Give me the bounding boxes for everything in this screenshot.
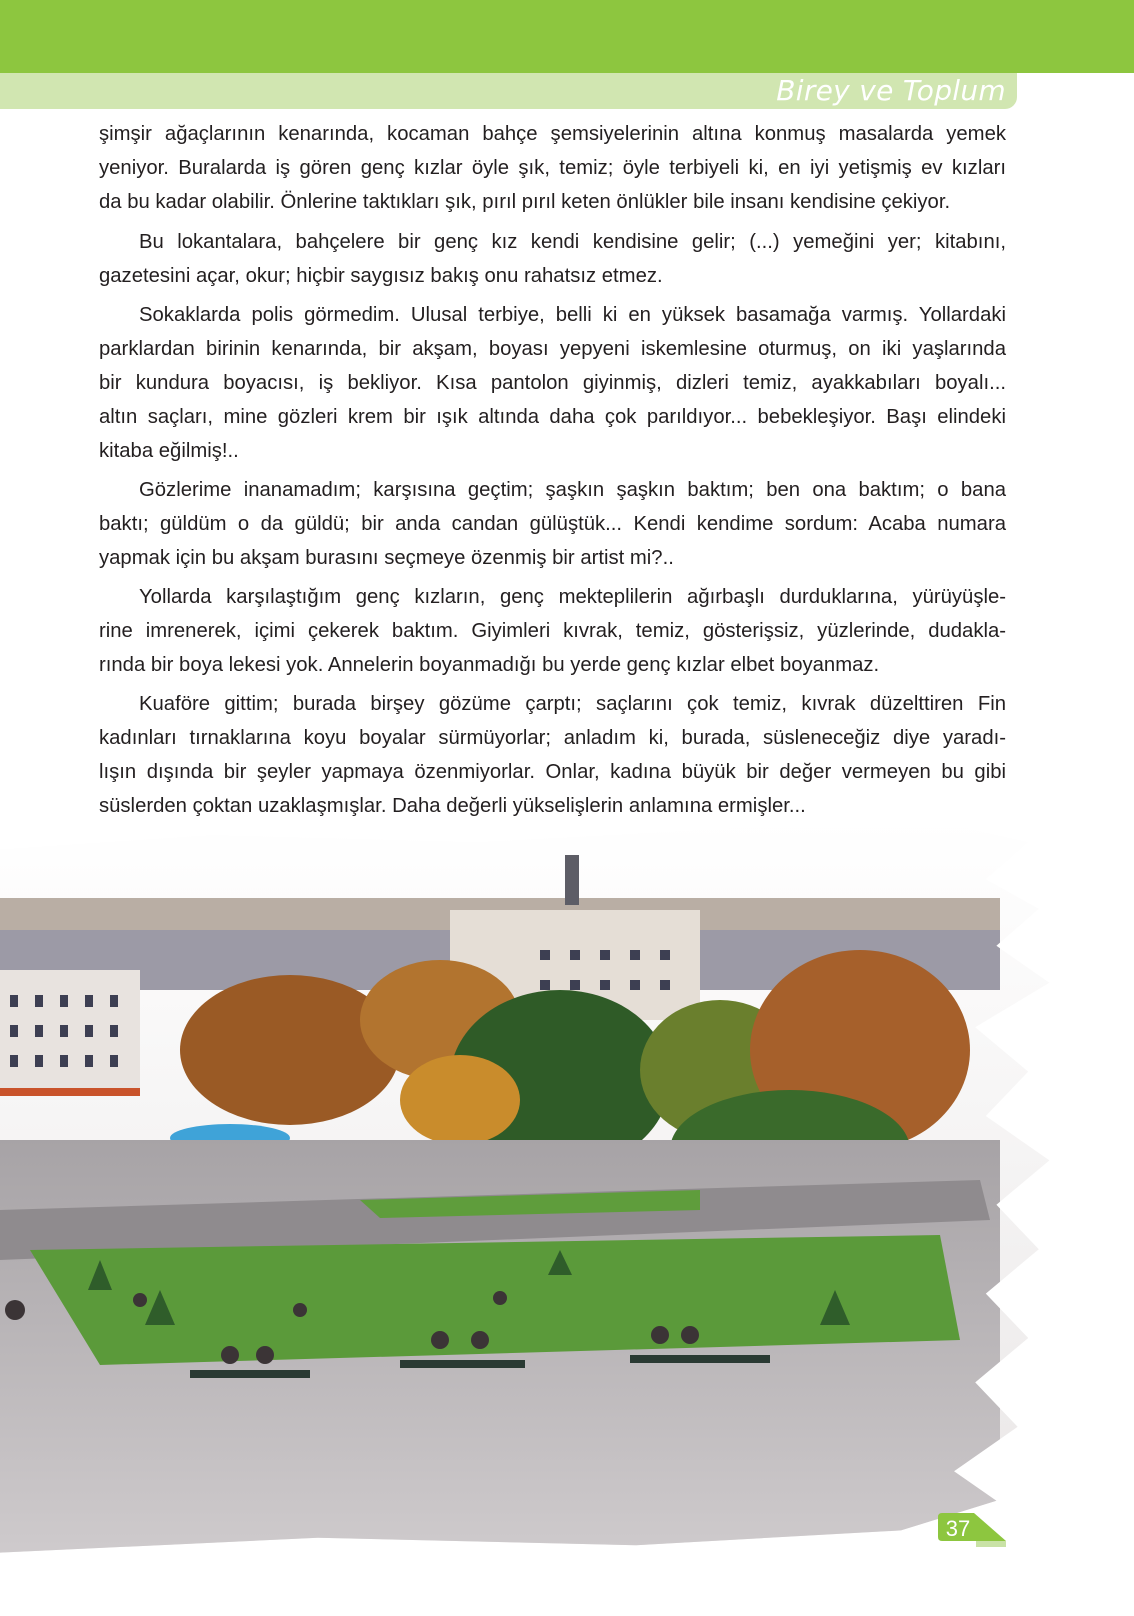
text-line: Gözlerime inanamadım; karşısına geçtim; şaşkın şaşkın baktım; ben ona baktım; o bana (139, 479, 1006, 501)
text-line: yapmak için bu akşam burasını seçmeye özenmiş bir artist mi?.. (99, 547, 674, 569)
text-line: gazetesini açar, okur; hiçbir saygısız bakış onu rahatsız etmez. (99, 265, 663, 287)
text-line: baktı; güldüm o da güldü; bir anda candan gülüştük... Kendi kendime sordum: Acaba numara (99, 513, 1006, 535)
text-line: kitaba eğilmiş!.. (99, 440, 239, 462)
text-line: parklardan birinin kenarında, bir akşam, boyası yepyeni iskemlesine oturmuş, on iki yaşlarında (99, 338, 1006, 360)
text-line: Bu lokantalara, bahçelere bir genç kız kendi kendisine gelir; (...) yemeğini yer; kitabını, (139, 231, 1006, 253)
text-line: altın saçları, mine gözleri krem bir ışık altında daha çok parıldıyor... bebekleşiyor. Başı elindeki (99, 406, 1006, 428)
text-line: süslerden çoktan uzaklaşmışlar. Daha değerli yükselişlerin anlamına ermişler... (99, 795, 806, 817)
text-line: rında bir boya lekesi yok. Annelerin boyanmadığı bu yerde genç kızlar elbet boyanmaz. (99, 654, 880, 676)
text-line: yeniyor. Buralarda iş gören genç kızlar öyle şık, temiz; öyle terbiyeli ki, en iyi yetişmiş ev kızları (99, 157, 1006, 179)
text-line: Yollarda karşılaştığım genç kızların, genç mekteplilerin ağırbaşlı durduklarına, yürüyüşle- (139, 586, 1006, 608)
section-title: Birey ve Toplum (776, 74, 1006, 107)
text-line: bir kundura boyacısı, iş bekliyor. Kısa pantolon giyinmiş, dizleri temiz, ayakkabıları boyalı... (99, 372, 1006, 394)
page-number: 37 (945, 1516, 971, 1541)
text-line: Sokaklarda polis görmedim. Ulusal terbiye, belli ki en yüksek basamağa varmış. Yollardaki (139, 304, 1006, 326)
text-line: da bu kadar olabilir. Önlerine taktıkları şık, pırıl pırıl keten önlükler bile insanı kendisine çekiyor. (99, 191, 951, 213)
text-line: Kuaföre gittim; burada birşey gözüme çarptı; saçlarını çok temiz, kıvrak düzelttiren Fin (139, 693, 1006, 715)
header-bar (0, 0, 1134, 73)
city-park-photo (0, 820, 1060, 1560)
page-number-badge (938, 1513, 1006, 1544)
text-line: kadınları tırnaklarına koyu boyalar sürmüyorlar; anladım ki, burada, süsleneceğiz diye yaradı- (99, 727, 1006, 749)
text-line: şimşir ağaçlarının kenarında, kocaman bahçe şemsiyelerinin altına konmuş masalarda yemek (99, 123, 1006, 145)
text-line: lışın dışında bir şeyler yapmaya özenmiyorlar. Onlar, kadına büyük bir değer vermeyen bu gibi (99, 761, 1006, 783)
text-line: rine imrenerek, içimi çekerek baktım. Giyimleri kıvrak, temiz, gösterişsiz, yüzlerinde, dudakla- (99, 620, 1006, 642)
